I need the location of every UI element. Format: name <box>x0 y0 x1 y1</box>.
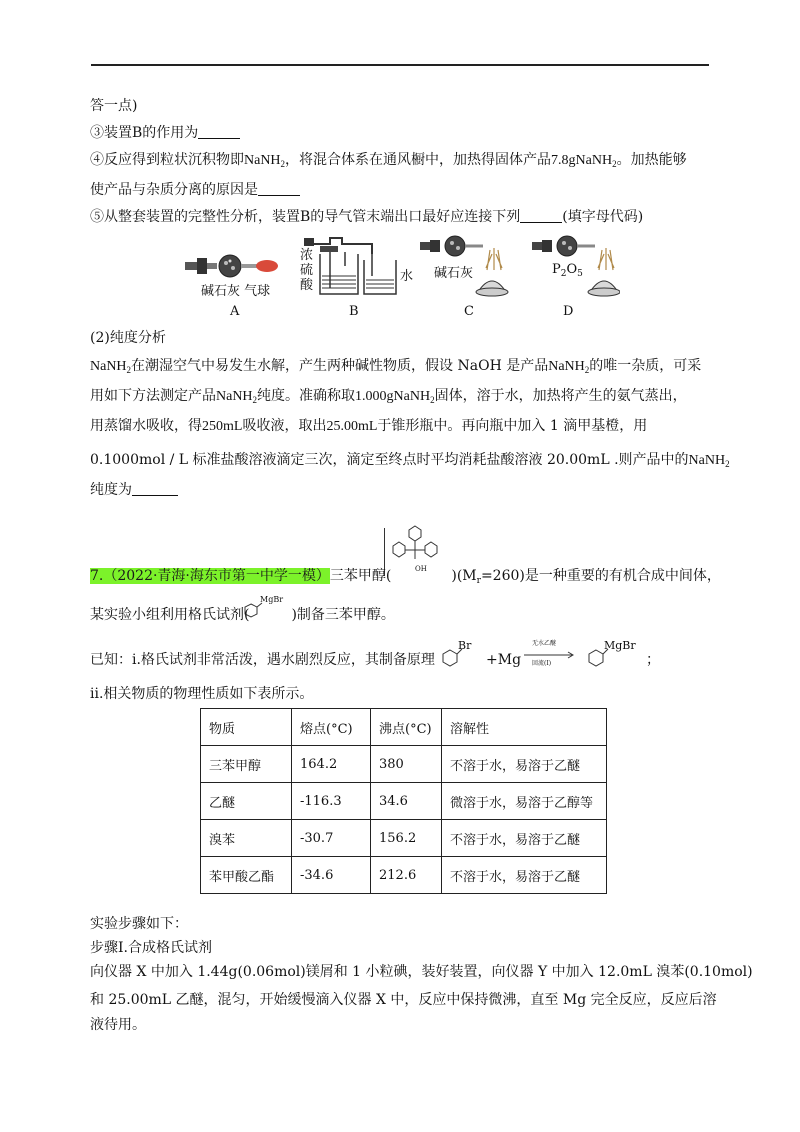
product-mgbr-label: MgBr <box>604 639 636 652</box>
answer-blank[interactable] <box>132 481 178 496</box>
properties-table <box>200 708 607 894</box>
table-cell: -34.6 <box>292 857 371 894</box>
table-row <box>201 783 607 820</box>
table-cell: 156.2 <box>371 820 442 857</box>
table-cell: 微溶于水，易溶于乙醇等 <box>442 783 607 820</box>
step-1-text: 液待用。 <box>90 1017 146 1033</box>
table-cell: 不溶于水，易溶于乙醚 <box>442 820 607 857</box>
column-header: 熔点(°C) <box>292 709 371 746</box>
table-cell: 164.2 <box>292 746 371 783</box>
section-heading: (2)纯度分析 <box>90 330 166 346</box>
step-1-text: 和 25.00mL 乙醚，混匀，开始缓慢滴入仪器 X 中，反应中保持微沸，直至 Mg 完全反应，反应后溶 <box>90 992 717 1008</box>
reaction-arrow-icon <box>522 650 578 660</box>
label-c: C <box>464 304 474 319</box>
known-line: 已知：i.格氏试剂非常活泼，遇水剧烈反应，其制备原理 <box>90 652 435 668</box>
question-7-line-2: 某实验小组利用格氏试剂( )制备三苯甲醇。 <box>90 607 395 623</box>
header-rule <box>91 64 709 66</box>
label-a: A <box>230 304 240 319</box>
label-d: D <box>563 304 574 319</box>
purity-line-3: 用蒸馏水吸收，得250mL吸收液，取出25.00mL于锥形瓶中。再向瓶中加入 1 滴甲基橙，用 <box>90 418 648 434</box>
purity-line-4: 0.1000mol / L 标准盐酸溶液滴定三次，滴定至终点时平均消耗盐酸溶液 20.00mL .则产品中的NaNH$_2$ <box>90 452 730 469</box>
purity-line-5: 纯度为 <box>90 480 178 500</box>
question-4: ④反应得到粒状沉积物即NaNH$_2$，将混合体系在通风橱中，加热得固体产品7.8gNaNH$_2$。加热能够 <box>90 152 687 169</box>
oh-label: OH <box>415 565 427 573</box>
step-1-text: 向仪器 X 中加入 1.44g(0.06mol)镁屑和 1 小粒碘，装好装置，向仪器 Y 中加入 12.0mL 溴苯(0.10mol) <box>90 964 753 980</box>
answer-blank[interactable] <box>520 208 562 223</box>
purity-line-2: 用如下方法测定产品NaNH$_2$纯度。准确称取1.000gNaNH$_2$固体，溶于水，加热将产生的氨气蒸出， <box>90 388 687 405</box>
table-cell: 三苯甲醇 <box>201 746 292 783</box>
column-header: 物质 <box>201 709 292 746</box>
figure-a-caption: 碱石灰 气球 <box>201 284 271 299</box>
table-cell: 34.6 <box>371 783 442 820</box>
table-header <box>201 709 607 746</box>
mg-reactant: +Mg <box>486 652 522 668</box>
figure-d-caption: $P_2O_5$ <box>552 262 583 279</box>
table-row <box>201 857 607 894</box>
semicolon: ； <box>646 652 660 668</box>
arrow-condition-bottom: 回流(I) <box>532 660 552 667</box>
steps-heading: 实验步骤如下： <box>90 916 188 932</box>
table-cell: 380 <box>371 746 442 783</box>
question-7-line-1: 7.（2022·青海·海东市第一中学一模）三苯甲醇( )$(M_r=260)$是一种重要的有机合成中间体， <box>90 568 721 586</box>
answer-blank[interactable] <box>258 181 300 196</box>
table-row <box>201 820 607 857</box>
column-header: 沸点(°C) <box>371 709 442 746</box>
apparatus-b <box>304 238 396 294</box>
table-cell: 溴苯 <box>201 820 292 857</box>
table-cell: -116.3 <box>292 783 371 820</box>
mgbr-label: MgBr <box>260 595 284 604</box>
table-cell: 乙醚 <box>201 783 292 820</box>
arrow-condition-top: 无水乙醚 <box>532 640 557 647</box>
question-5: ⑤从整套装置的完整性分析，装置B的导气管末端出口最好应连接下列 (填字母代码) <box>90 209 644 225</box>
figure-c-caption: 碱石灰 <box>434 266 474 281</box>
table-cell: 不溶于水，易溶于乙醚 <box>442 746 607 783</box>
table-cell: 不溶于水，易溶于乙醚 <box>442 857 607 894</box>
table-cell: 212.6 <box>371 857 442 894</box>
answer-blank[interactable] <box>198 124 240 139</box>
table-cell: -30.7 <box>292 820 371 857</box>
purity-line-1: NaNH$_2$在潮湿空气中易发生水解，产生两种碱性物质，假设 NaOH 是产品NaNH$_2$的唯一杂质，可采 <box>90 358 702 375</box>
table-row <box>201 746 607 783</box>
column-header: 溶解性 <box>442 709 607 746</box>
question-4-cont: 使产品与杂质分离的原因是 <box>90 180 300 200</box>
label-b: B <box>349 304 359 319</box>
br-label: Br <box>458 639 472 652</box>
question-3: ③装置B的作用为 <box>90 123 240 143</box>
known-ii: ii.相关物质的物理性质如下表所示。 <box>90 686 314 702</box>
step-1-title: 步骤Ⅰ.合成格氏试剂 <box>90 940 212 956</box>
figure-b-caption: 浓 硫 酸 <box>300 248 314 293</box>
text-line: 答一点) <box>90 98 138 114</box>
figure-b-water: 水 <box>400 269 414 284</box>
table-cell: 苯甲酸乙酯 <box>201 857 292 894</box>
question-source-highlight: 7.（2022·青海·海东市第一中学一模） <box>90 568 330 584</box>
apparatus-a <box>185 255 278 277</box>
balloon-icon <box>256 260 278 272</box>
